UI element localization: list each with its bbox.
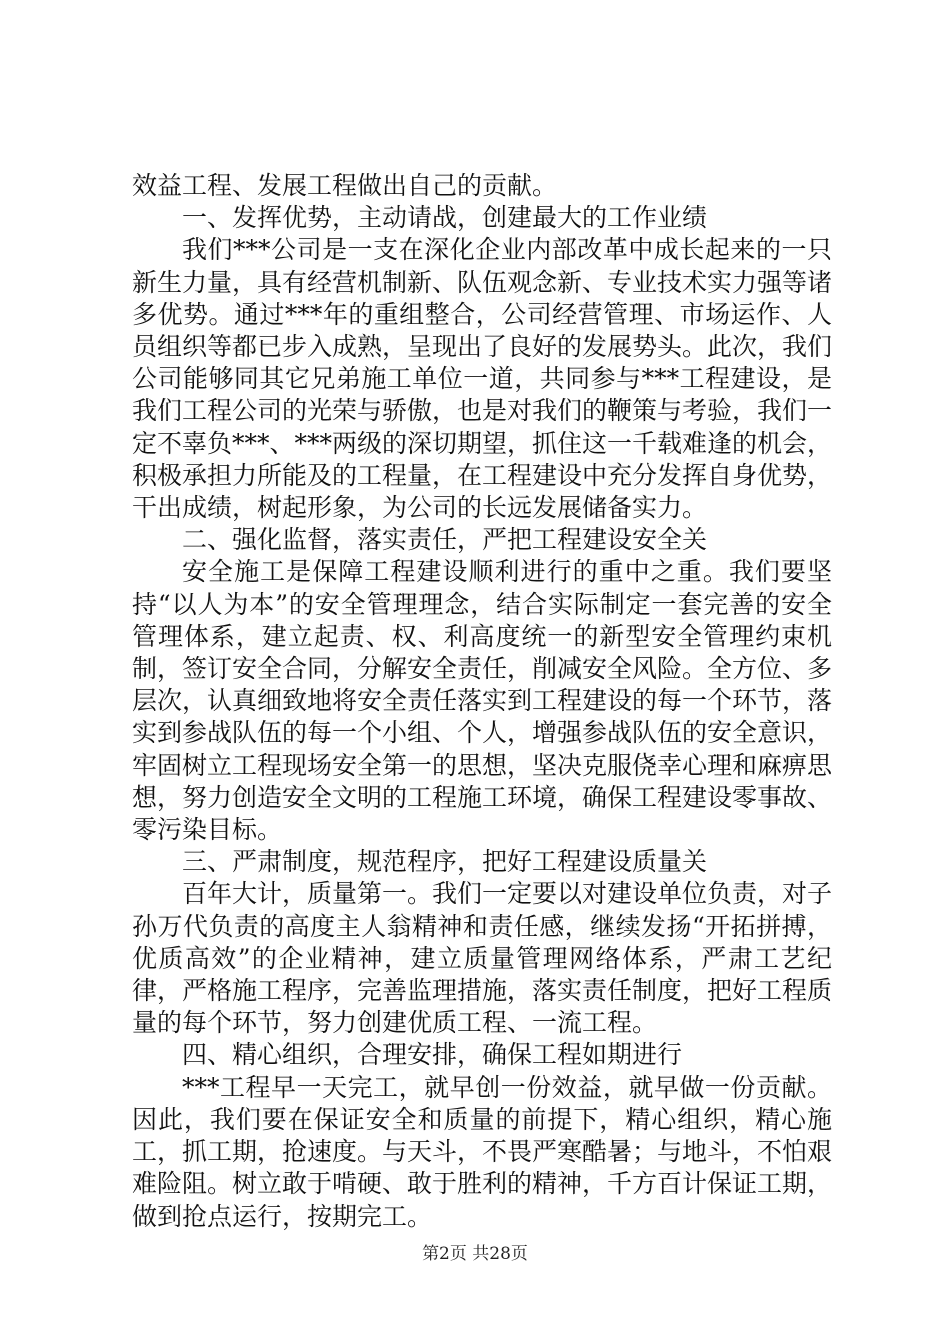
section-heading-1: 一、发挥优势，主动请战，创建最大的工作业绩: [182, 203, 708, 233]
paragraph-schedule: ***工程早一天完工，就早创一份效益，就早做一份贡献。因此，我们要在保证安全和质量的前提下，精心组织，精心施工，抓工期，抢速度。与天斗，不畏严寒酷暑；与地斗，不怕艰难险阻。树立敢于啃硬、敢于胜利的精神，千方百计保证工期，做到抢点运行，按期完工。: [132, 1072, 833, 1231]
document-body: [132, 170, 832, 1233]
paragraph-quality: 百年大计，质量第一。我们一定要以对建设单位负责，对子孙万代负责的高度主人翁精神和责任感，继续发扬“开拓拼搏，优质高效”的企业精神，建立质量管理网络体系，严肃工艺纪律，严格施工程序，完善监理措施，落实责任制度，把好工程质量的每个环节，努力创建优质工程、一流工程。: [132, 879, 833, 1038]
section-heading-4: 四、精心组织，合理安排，确保工程如期进行: [182, 1040, 683, 1070]
section-heading-3: 三、严肃制度，规范程序，把好工程建设质量关: [182, 847, 708, 877]
paragraph-continuation: 效益工程、发展工程做出自己的贡献。: [132, 171, 558, 200]
section-heading-2: 二、强化监督，落实责任，严把工程建设安全关: [182, 525, 708, 555]
page-footer: 第2页 共28页: [422, 1244, 528, 1264]
paragraph-safety: 安全施工是保障工程建设顺利进行的重中之重。我们要坚持“以人为本”的安全管理理念，结合实际制定一套完善的安全管理体系，建立起责、权、利高度统一的新型安全管理约束机制，签订安全合同，分解安全责任，削减安全风险。全方位、多层次，认真细致地将安全责任落实到工程建设的每一个环节，落实到参战队伍的每一个小组、个人，增强参战队伍的安全意识，牢固树立工程现场安全第一的思想，坚决克服侥幸心理和麻痹思想，努力创造安全文明的工程施工环境，确保工程建设零事故、零污染目标。: [132, 557, 833, 845]
paragraph-advantages: 我们***公司是一支在深化企业内部改革中成长起来的一只新生力量，具有经营机制新、队伍观念新、专业技术实力强等诸多优势。通过***年的重组整合，公司经营管理、市场运作、人员组织等都已步入成熟，呈现出了良好的发展势头。此次，我们公司能够同其它兄弟施工单位一道，共同参与***工程建设，是我们工程公司的光荣与骄傲，也是对我们的鞭策与考验，我们一定不辜负***、***两级的深切期望，抓住这一千载难逢的机会，积极承担力所能及的工程量，在工程建设中充分发挥自身优势，干出成绩，树起形象，为公司的长远发展储备实力。: [132, 235, 833, 523]
